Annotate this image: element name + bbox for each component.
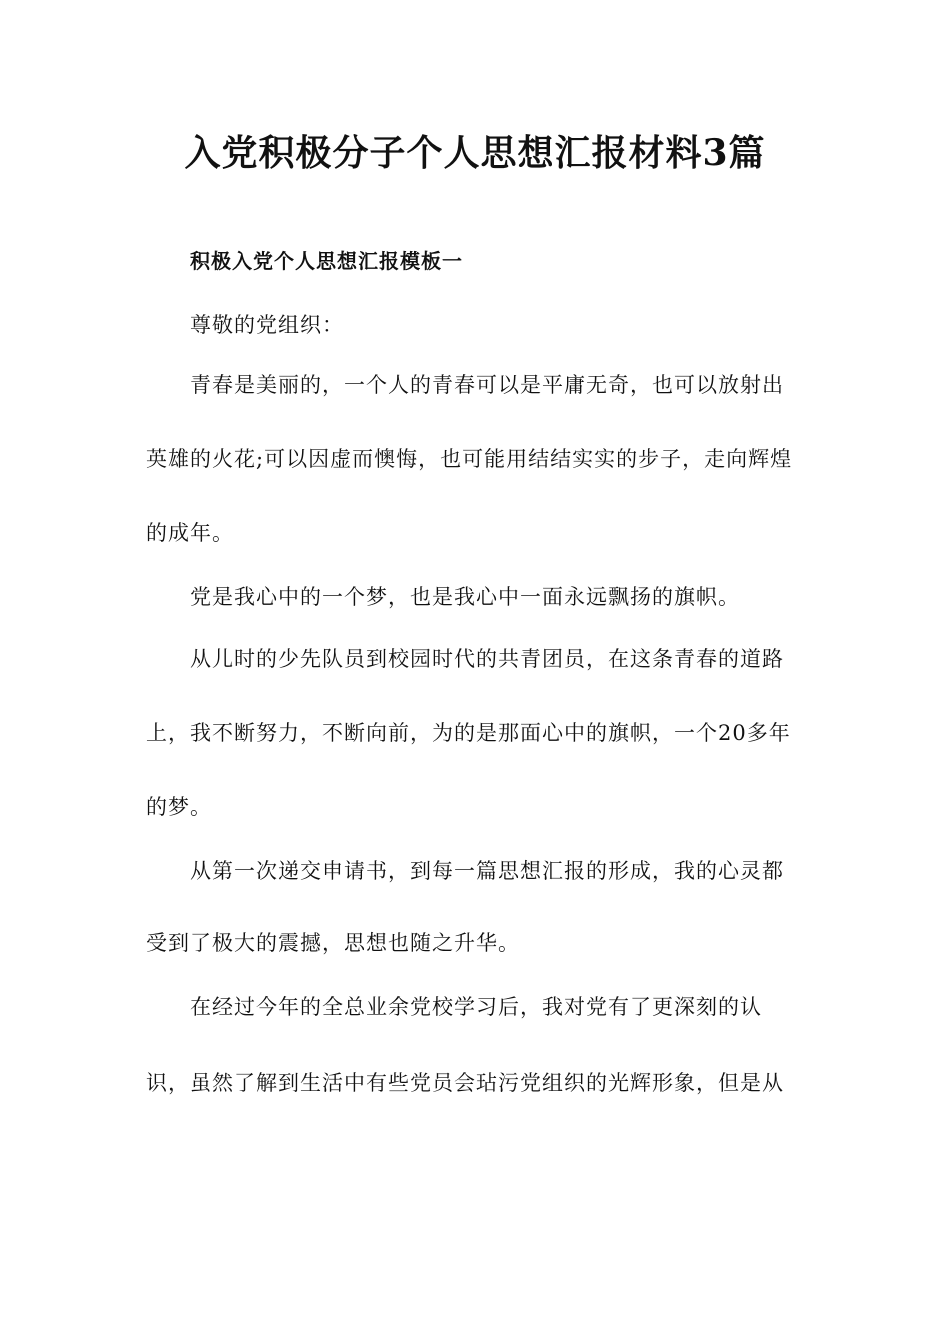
paragraph-line: 英雄的火花;可以因虚而懊悔，也可能用结结实实的步子，走向辉煌	[146, 447, 793, 471]
paragraph-line: 识，虽然了解到生活中有些党员会玷污党组织的光辉形象，但是从	[146, 1071, 784, 1095]
section-heading: 积极入党个人思想汇报模板一	[190, 249, 463, 273]
salutation: 尊敬的党组织：	[190, 313, 344, 337]
paragraph-line: 受到了极大的震撼，思想也随之升华。	[146, 931, 520, 955]
paragraph-line: 上，我不断努力，不断向前，为的是那面心中的旗帜，一个20多年	[146, 721, 791, 745]
paragraph-line: 在经过今年的全总业余党校学习后，我对党有了更深刻的认	[190, 995, 762, 1019]
paragraph-line: 党是我心中的一个梦，也是我心中一面永远飘扬的旗帜。	[190, 585, 740, 609]
paragraph-line: 从儿时的少先队员到校园时代的共青团员，在这条青春的道路	[190, 647, 784, 671]
paragraph-line: 青春是美丽的，一个人的青春可以是平庸无奇，也可以放射出	[190, 373, 784, 397]
paragraph-line: 从第一次递交申请书，到每一篇思想汇报的形成，我的心灵都	[190, 859, 784, 883]
document-title: 入党积极分子个人思想汇报材料3篇	[184, 132, 766, 174]
paragraph-line: 的梦。	[146, 795, 212, 819]
paragraph-line: 的成年。	[146, 521, 234, 545]
